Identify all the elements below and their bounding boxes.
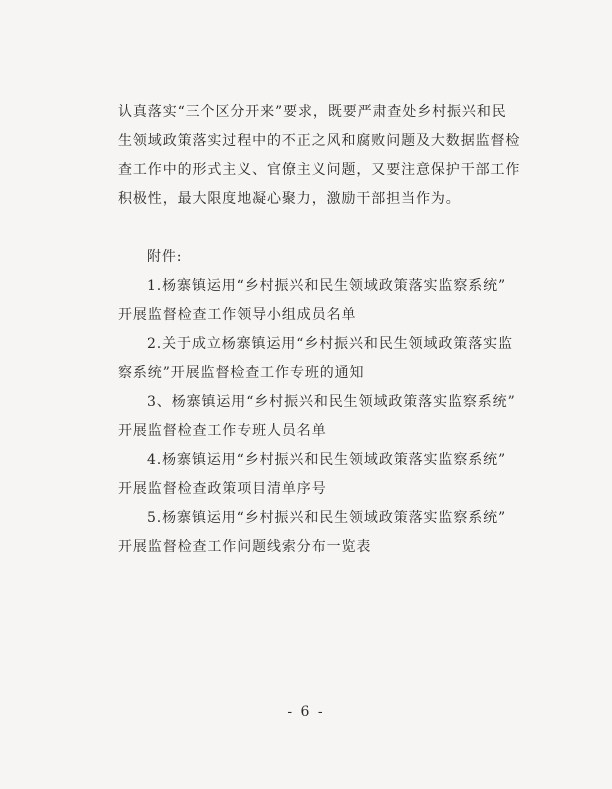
paragraph-line: 积极性，最大限度地凝心聚力，激励干部担当作为。: [118, 191, 461, 207]
document-body: [118, 98, 521, 562]
page-number: - 6 -: [287, 704, 325, 720]
attachment-item-3: 3、杨寨镇运用“乡村振兴和民生领域政策落实监察系统”: [147, 394, 516, 410]
paragraph-line: 认真落实“三个区分开来”要求，既要严肃查处乡村振兴和民: [118, 104, 507, 120]
attachment-item-2: 2.关于成立杨寨镇运用“乡村振兴和民生领域政策落实监: [147, 336, 513, 352]
attachment-item-5-cont: 开展监督检查工作问题线索分布一览表: [118, 539, 372, 555]
attachment-item-2-cont: 察系统”开展监督检查工作专班的通知: [118, 365, 365, 381]
attachments-heading: 附件:: [147, 249, 183, 265]
attachment-item-1: 1.杨寨镇运用“乡村振兴和民生领域政策落实监察系统”: [147, 278, 507, 294]
paragraph-line: 查工作中的形式主义、官僚主义问题，又要注意保护干部工作: [118, 162, 521, 178]
attachment-item-3-cont: 开展监督检查工作专班人员名单: [118, 423, 327, 439]
paragraph-spacer: [118, 214, 518, 243]
attachment-item-1-cont: 开展监督检查工作领导小组成员名单: [118, 307, 357, 323]
paragraph-line: 生领域政策落实过程中的不正之风和腐败问题及大数据监督检: [118, 133, 521, 149]
attachment-item-4-cont: 开展监督检查政策项目清单序号: [118, 481, 327, 497]
attachment-item-5: 5.杨寨镇运用“乡村振兴和民生领域政策落实监察系统”: [147, 510, 507, 526]
attachment-item-4: 4.杨寨镇运用“乡村振兴和民生领域政策落实监察系统”: [147, 452, 507, 468]
